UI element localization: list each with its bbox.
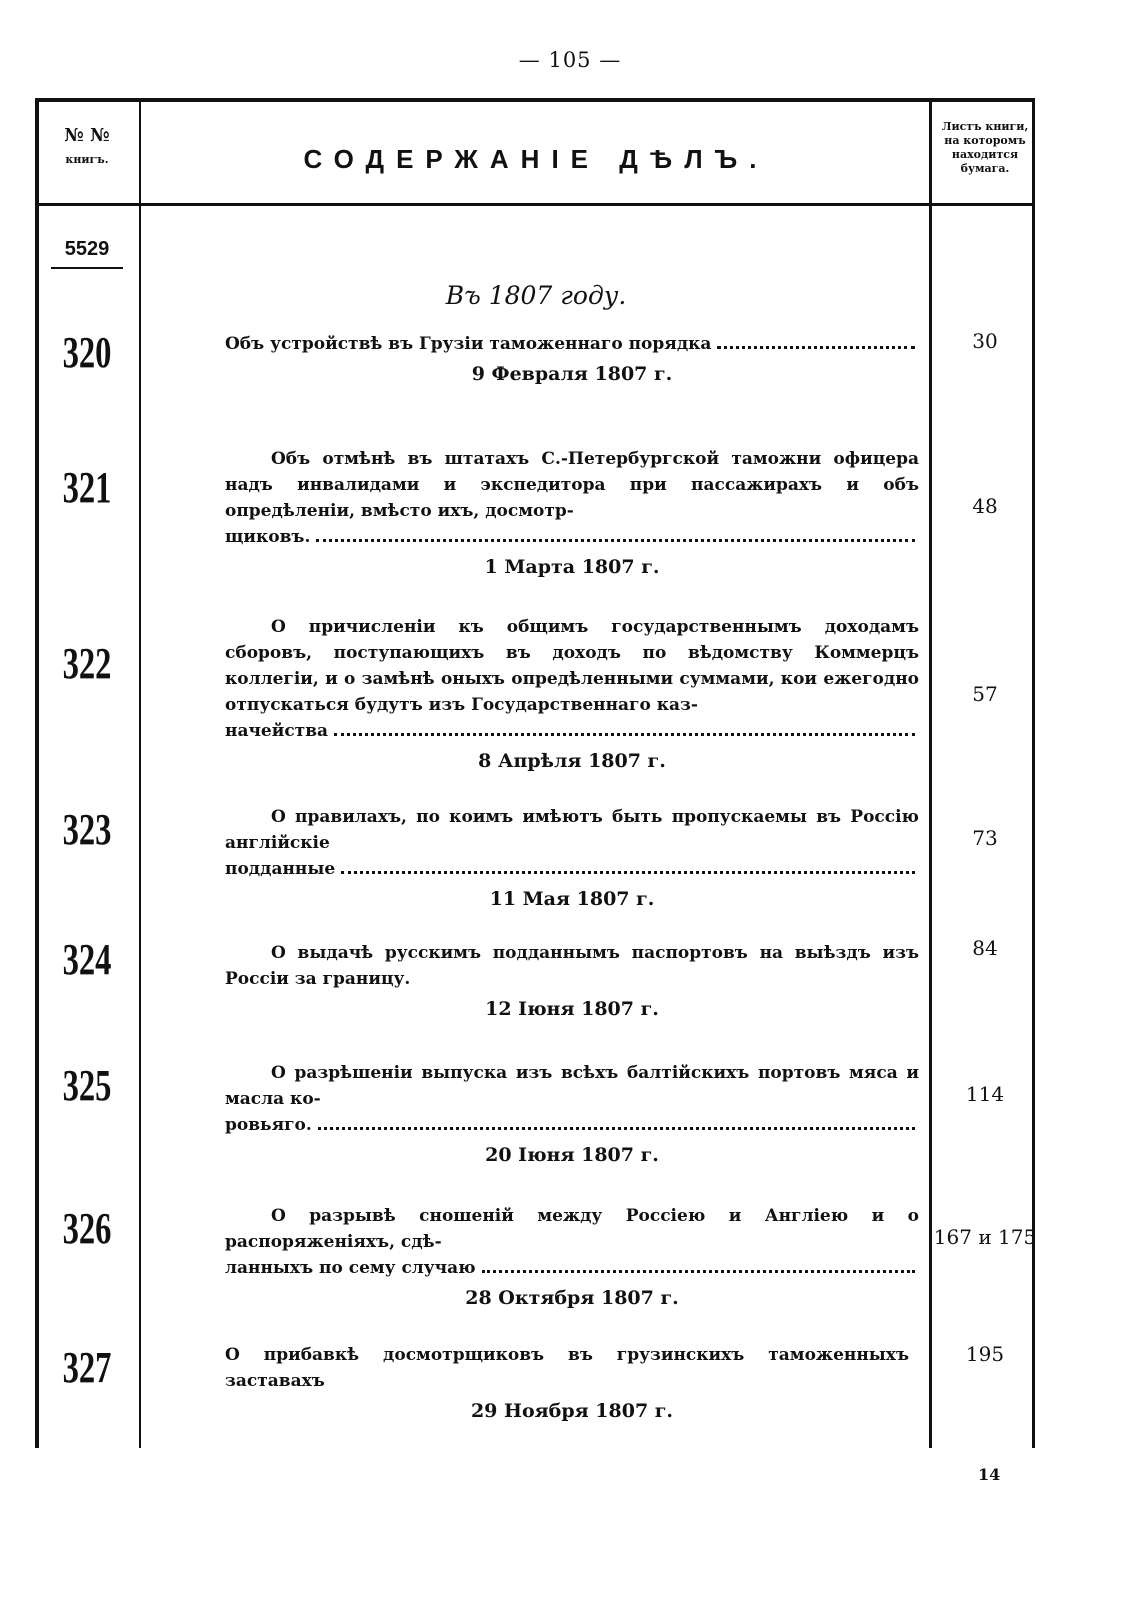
entry-body <box>225 940 919 1020</box>
entry-text <box>225 1060 919 1138</box>
entry-sheet-number: 114 <box>965 1082 1005 1106</box>
header-bottom-rule <box>35 203 1035 206</box>
entry-body <box>225 1060 919 1166</box>
entry-date: 29 Ноября 1807 г. <box>470 1400 674 1422</box>
entry-date: 28 Октября 1807 г. <box>465 1287 679 1309</box>
entry-text-tail: щиковъ. <box>225 527 311 547</box>
entry-text-main: О причисленіи къ общимъ государственнымъ доходамъ сборовъ, поступающихъ въ доходъ по вѣдомству Коммерцъ коллегіи, и о замѣнѣ оныхъ опредѣленными суммами, кои ежегодно отпускаться будутъ изъ Государственнаго каз- <box>225 617 919 715</box>
entry-body <box>225 1342 919 1422</box>
entry-sheet-number: 195 <box>965 1342 1005 1366</box>
entry-text-main: О разрывѣ сношеній между Россіею и Англіею и о распоряженіяхъ, сдѣ- <box>225 1206 919 1252</box>
entry-text <box>225 940 919 992</box>
footer-signature: 14 <box>978 1465 1001 1484</box>
leader-dots <box>717 346 915 349</box>
entry-sheet-number: 167 и 175 <box>933 1225 1037 1249</box>
page-number: — 105 — <box>518 48 622 72</box>
entry-text-main: О прибавкѣ досмотрщиковъ въ грузинскихъ таможенныхъ заставахъ <box>225 1345 909 1391</box>
entry-text <box>225 1203 919 1281</box>
leader-dots <box>341 871 915 874</box>
entry-date: 11 Мая 1807 г. <box>489 888 655 910</box>
entry-date: 9 Февраля 1807 г. <box>471 363 673 385</box>
leader-dots <box>316 539 915 542</box>
entry-number: 320 <box>62 328 112 377</box>
entry-text <box>225 804 919 882</box>
entry-sheet-number: 30 <box>972 329 998 353</box>
entry-sheet-number: 48 <box>972 494 998 518</box>
entry-date: 12 Іюня 1807 г. <box>485 998 659 1020</box>
entry-text <box>225 331 919 357</box>
cases-table <box>35 98 1056 1480</box>
entry-text-main: О разрѣшеніи выпуска изъ всѣхъ балтійскихъ портовъ мяса и масла ко- <box>225 1063 919 1109</box>
entry-sheet-number: 73 <box>972 826 998 850</box>
content-column-header: СОДЕРЖАНІЕ ДѢЛЪ. <box>303 144 769 174</box>
entry-number: 327 <box>62 1343 112 1392</box>
left-border-rule <box>35 98 39 1448</box>
number-column-header-bottom: книгъ. <box>65 153 109 166</box>
sheet-header-line-4: бумага. <box>960 162 1010 175</box>
leader-dots <box>318 1127 915 1130</box>
sheet-header-line-2: на которомъ <box>944 134 1026 147</box>
entry-text <box>225 1342 919 1394</box>
entry-date: 20 Іюня 1807 г. <box>485 1144 659 1166</box>
leader-dots <box>482 1270 915 1273</box>
entry-number: 324 <box>62 935 112 984</box>
entry-date: 8 Апрѣля 1807 г. <box>478 750 666 772</box>
number-column-header <box>35 124 139 172</box>
entry-text <box>225 446 919 550</box>
entry-body <box>225 614 919 772</box>
entry-text-tail: ровьяго. <box>225 1115 312 1135</box>
entry-text <box>225 614 919 744</box>
table-top-rule <box>35 98 1035 102</box>
year-heading: Въ 1807 году. <box>445 281 627 310</box>
entry-text-main: О правилахъ, по коимъ имѣютъ быть пропускаемы въ Россію англійскіе <box>225 807 919 853</box>
entry-text-main: Объ устройствѣ въ Грузіи таможеннаго порядка <box>225 334 712 354</box>
entry-text-tail: ланныхъ по сему случаю <box>225 1258 476 1278</box>
entry-body <box>225 1203 919 1309</box>
entry-sheet-number: 57 <box>972 682 998 706</box>
number-column-header-top: № № <box>64 125 110 146</box>
entry-body <box>225 804 919 910</box>
entry-number: 323 <box>62 805 112 854</box>
entry-number: 321 <box>62 463 112 512</box>
entry-sheet-number: 84 <box>972 936 998 960</box>
entry-number: 322 <box>62 639 112 688</box>
entry-text-main: О выдачѣ русскимъ подданнымъ паспортовъ на выѣздъ изъ Россіи за границу. <box>225 943 919 989</box>
sheet-column-header <box>931 120 1039 176</box>
book-number: 5529 <box>51 238 123 269</box>
entry-text-tail: подданные <box>225 859 336 879</box>
entry-text-main: Объ отмѣнѣ въ штатахъ С.-Петербургской таможни офицера надъ инвалидами и экспедитора при пассажирахъ и объ опредѣленіи, вмѣсто ихъ, досмотр- <box>225 449 919 521</box>
entry-date: 1 Марта 1807 г. <box>484 556 660 578</box>
entry-text-tail: начейства <box>225 721 329 741</box>
entry-number: 326 <box>62 1204 112 1253</box>
sheet-header-line-3: находится <box>951 148 1019 161</box>
sheet-header-line-1: Листъ книги, <box>941 120 1029 133</box>
entry-number: 325 <box>62 1061 112 1110</box>
entry-body <box>225 446 919 578</box>
leader-dots <box>334 733 915 736</box>
entry-body <box>225 331 919 385</box>
